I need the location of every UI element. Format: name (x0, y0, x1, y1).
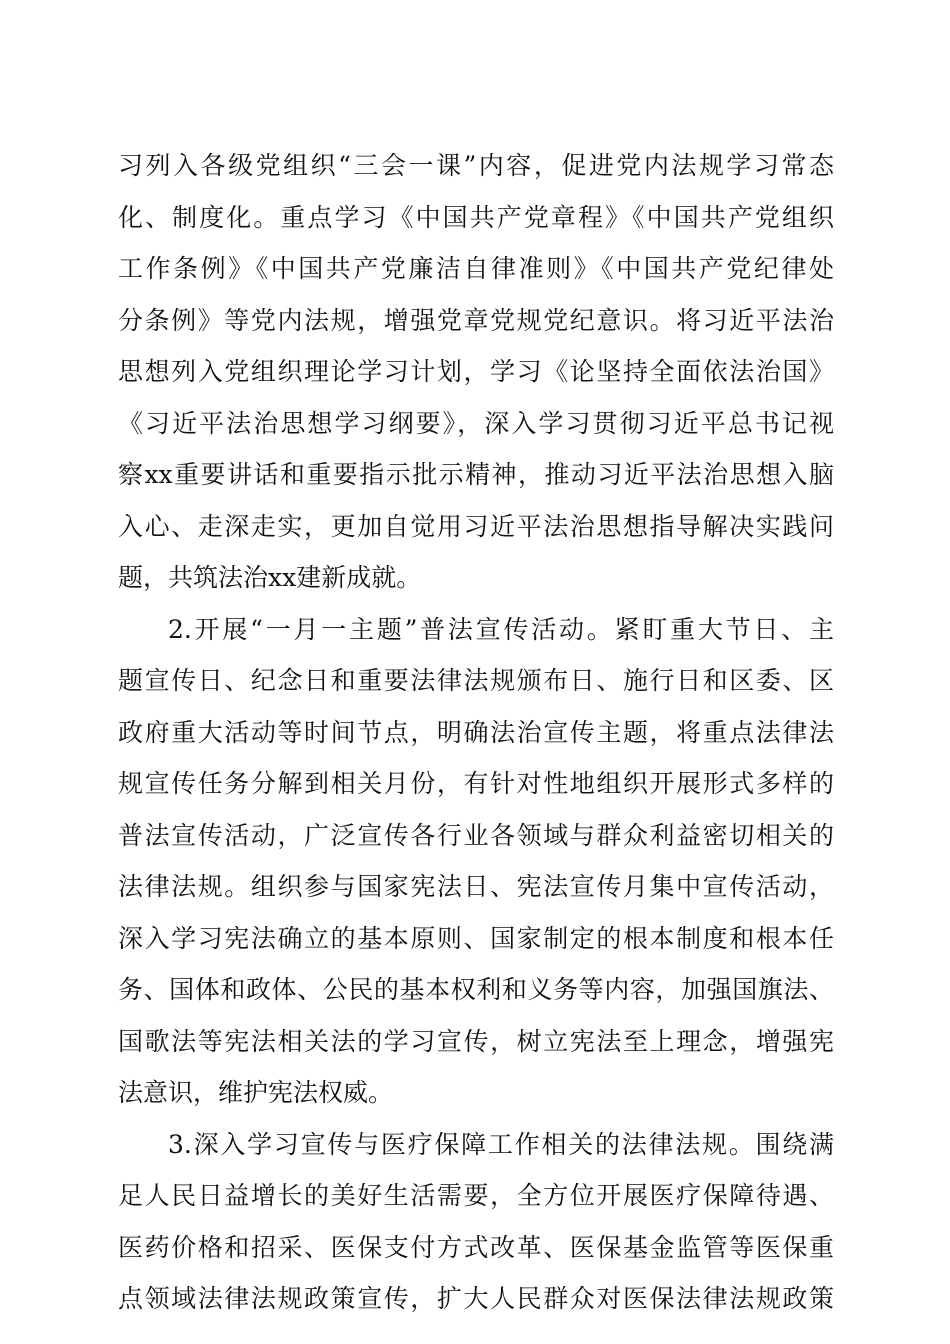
text-line: 政府重大活动等时间节点，明确法治宣传主题，将重点法律法 (118, 717, 834, 747)
text-line: 点领域法律法规政策宣传，扩大人民群众对医保法律法规政策 (118, 1284, 834, 1313)
paragraph-2 (118, 604, 834, 1119)
text-line: 深入学习宪法确立的基本原则、国家制定的根本制度和根本任 (118, 923, 834, 953)
text-line: 医药价格和招采、医保支付方式改革、医保基金监管等医保重 (118, 1232, 834, 1262)
text-line: 普法宣传活动，广泛宣传各行业各领域与群众利益密切相关的 (118, 820, 834, 850)
text-line: 法意识，维护宪法权威。 (118, 1078, 394, 1107)
text-line: 习列入各级党组织“三会一课”内容，促进党内法规学习常态 (118, 151, 834, 180)
text-line: 国歌法等宪法相关法的学习宣传，树立宪法至上理念，增强宪 (118, 1026, 834, 1056)
text-line: 法律法规。组织参与国家宪法日、宪法宣传月集中宣传活动， (118, 872, 834, 901)
text-line: 化、制度化。重点学习《中国共产党章程》《中国共产党组织 (118, 202, 834, 232)
text-line: 2.开展“一月一主题”普法宣传活动。紧盯重大节日、主 (168, 614, 834, 644)
text-line: 规宣传任务分解到相关月份，有针对性地组织开展形式多样的 (118, 769, 834, 798)
text-line: 务、国体和政体、公民的基本权利和义务等内容，加强国旗法、 (118, 975, 834, 1004)
text-line: 《习近平法治思想学习纲要》，深入学习贯彻习近平总书记视 (118, 408, 834, 438)
text-line: 题，共筑法治xx建新成就。 (118, 563, 422, 592)
text-line: 入心、走深走实，更加自觉用习近平法治思想指导解决实践问 (118, 511, 834, 541)
text-line: 3.深入学习宣传与医疗保障工作相关的法律法规。围绕满 (168, 1129, 834, 1159)
text-line: 工作条例》《中国共产党廉洁自律准则》《中国共产党纪律处 (118, 254, 834, 283)
text-line: 察xx重要讲话和重要指示批示精神，推动习近平法治思想入脑 (118, 460, 834, 489)
document-body (118, 140, 834, 1325)
paragraph-3 (118, 1119, 834, 1325)
text-line: 分条例》等党内法规，增强党章党规党纪意识。将习近平法治 (118, 305, 834, 335)
text-line: 思想列入党组织理论学习计划，学习《论坚持全面依法治国》 (118, 357, 834, 386)
paragraph-1 (118, 140, 834, 604)
text-line: 足人民日益增长的美好生活需要，全方位开展医疗保障待遇、 (118, 1181, 834, 1210)
text-line: 题宣传日、纪念日和重要法律法规颁布日、施行日和区委、区 (118, 666, 834, 695)
